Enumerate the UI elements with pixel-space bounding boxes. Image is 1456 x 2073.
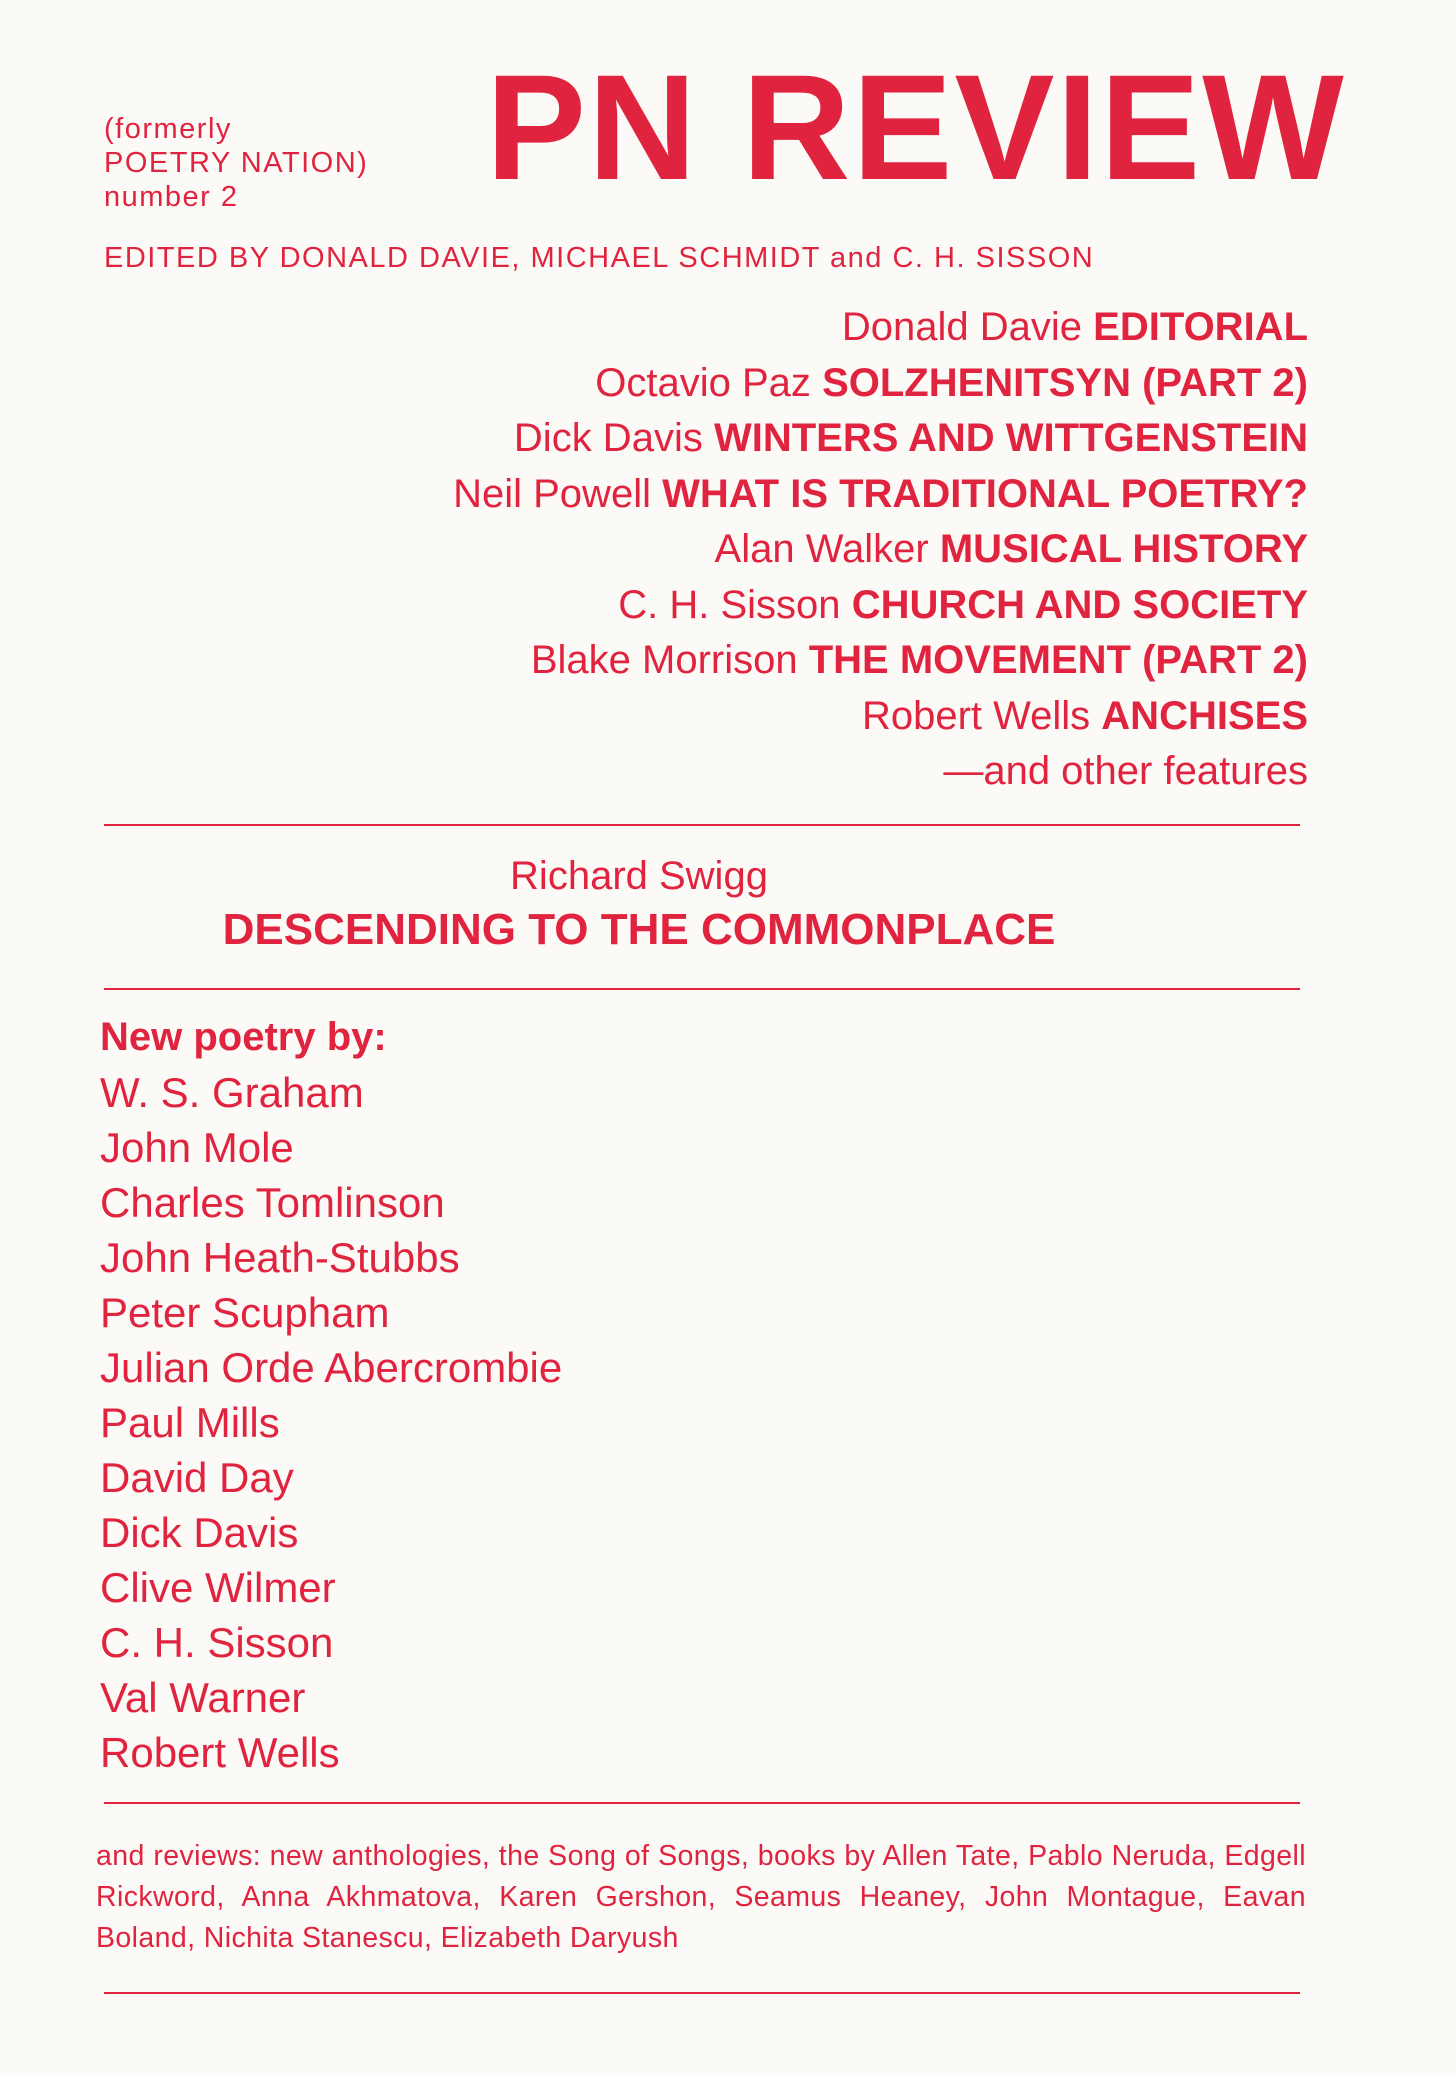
contents-item bbox=[453, 467, 1308, 523]
new-poetry-heading: New poetry by: bbox=[100, 1015, 387, 1059]
feature-article bbox=[104, 850, 1300, 958]
contents-title: MUSICAL HISTORY bbox=[939, 527, 1308, 571]
contents-title: CHURCH AND SOCIETY bbox=[851, 582, 1308, 627]
divider-rule bbox=[104, 1802, 1300, 1804]
formerly-line: POETRY NATION) bbox=[104, 147, 369, 179]
contents-title: EDITORIAL bbox=[1093, 305, 1308, 349]
formerly-line: (formerly bbox=[104, 113, 232, 145]
contents-author: Octavio Paz bbox=[595, 360, 811, 405]
poet-name: Paul Mills bbox=[100, 1399, 280, 1446]
other-features-note: —and other features bbox=[943, 749, 1308, 793]
poet-name: Dick Davis bbox=[100, 1509, 299, 1556]
reviews-note: and reviews: new anthologies, the Song of Songs, books by Allen Tate, Pablo Neruda, Edgell Rickword, Anna Akhmatova, Karen Gershon, Seamus Heaney, John Montague, Eavan Boland, Nichita Stanescu, Elizabeth Daryush bbox=[96, 1840, 1306, 1954]
contents-title: THE MOVEMENT (PART 2) bbox=[808, 638, 1308, 682]
contents-author: C. H. Sisson bbox=[618, 582, 841, 627]
formerly-note bbox=[104, 112, 368, 214]
contents-item bbox=[453, 578, 1308, 634]
new-poetry-section bbox=[100, 1010, 562, 1780]
contents-author: Alan Walker bbox=[714, 527, 929, 571]
poet-name: W. S. Graham bbox=[100, 1069, 364, 1116]
contents-author: Robert Wells bbox=[861, 693, 1091, 738]
contents-author: Blake Morrison bbox=[530, 638, 798, 682]
poet-name: John Heath-Stubbs bbox=[100, 1234, 460, 1281]
divider-rule bbox=[104, 824, 1300, 826]
feature-title: DESCENDING TO THE COMMONPLACE bbox=[222, 905, 1056, 954]
divider-rule bbox=[104, 1992, 1300, 1994]
divider-rule bbox=[104, 988, 1300, 990]
contents-item bbox=[453, 522, 1308, 578]
poet-name: C. H. Sisson bbox=[100, 1619, 334, 1666]
contents-item bbox=[453, 300, 1308, 356]
contents-title: WHAT IS TRADITIONAL POETRY? bbox=[662, 471, 1308, 516]
contents-title: SOLZHENITSYN (PART 2) bbox=[822, 360, 1308, 405]
issue-number: number 2 bbox=[104, 181, 239, 213]
masthead-title: PN REVIEW bbox=[486, 43, 1346, 211]
contents-author: Donald Davie bbox=[841, 305, 1083, 349]
poet-name: Val Warner bbox=[100, 1674, 306, 1721]
contents-item bbox=[453, 689, 1308, 745]
contents-author: Dick Davis bbox=[513, 416, 703, 460]
contents-item bbox=[453, 411, 1308, 467]
contents-title: WINTERS AND WITTGENSTEIN bbox=[713, 416, 1308, 460]
contents-title: ANCHISES bbox=[1101, 693, 1308, 738]
contents-author: Neil Powell bbox=[453, 471, 651, 516]
poet-name: John Mole bbox=[100, 1124, 294, 1171]
poet-name: Julian Orde Abercrombie bbox=[100, 1344, 563, 1391]
poet-name: Clive Wilmer bbox=[100, 1564, 336, 1611]
contents-list bbox=[453, 300, 1308, 799]
contents-item bbox=[453, 633, 1308, 689]
poet-name: David Day bbox=[100, 1454, 294, 1501]
feature-author: Richard Swigg bbox=[510, 854, 768, 898]
contents-item bbox=[453, 356, 1308, 412]
editors-line: EDITED BY DONALD DAVIE, MICHAEL SCHMIDT and C. H. SISSON bbox=[104, 242, 1095, 274]
poet-name: Robert Wells bbox=[100, 1729, 340, 1776]
poet-name: Peter Scupham bbox=[100, 1289, 390, 1336]
poet-name: Charles Tomlinson bbox=[100, 1179, 445, 1226]
